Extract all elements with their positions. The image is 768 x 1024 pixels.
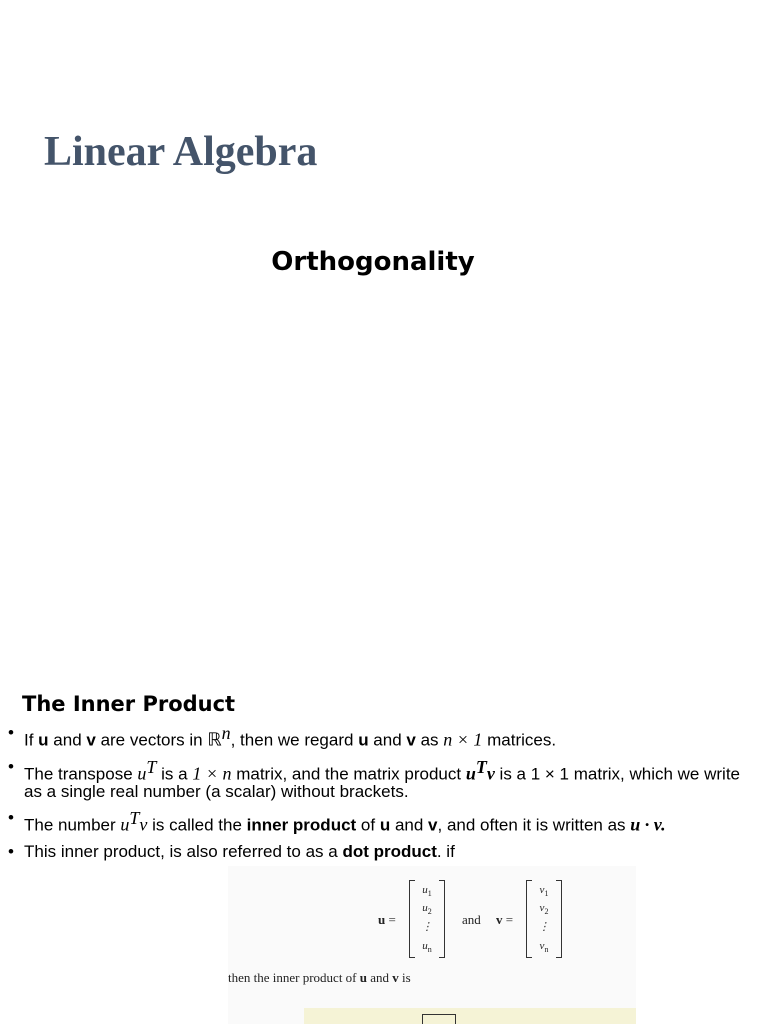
u-label: u = [378, 912, 396, 927]
v-column-vector [526, 880, 562, 958]
u-element: $u_2$ [422, 902, 432, 917]
section-heading: The Inner Product [22, 692, 236, 716]
and-word: and [462, 912, 481, 927]
u-element: $u_1$ [422, 884, 432, 899]
slide-subtitle: Orthogonality [271, 247, 475, 277]
slide-title: Linear Algebra [44, 129, 318, 175]
highlighted-equation-box [304, 1008, 636, 1024]
partial-matrix-bracket [422, 1014, 456, 1024]
u-element: $u_n$ [422, 940, 432, 955]
bullet-dot-product: • This inner product, is also referred to as a dot product. if [0, 843, 768, 861]
v-label: v = [496, 912, 514, 927]
v-element: $v_2$ [539, 902, 549, 917]
v-element: $v_n$ [539, 940, 549, 955]
bullet-list [0, 724, 768, 869]
u-column-vector [409, 880, 445, 958]
u-element: ⋮ [421, 921, 433, 933]
bullet-transpose: • The transpose $u^T$ is a 1 × n matrix, and the matrix product $u^Tv$ is a 1 × 1 matrix, which we write as a single real number (a scalar) without brackets. [0, 758, 768, 802]
scanned-equation-image [228, 866, 636, 1024]
bullet-inner-product: • The number $u^Tv$ is called the inner product of u and v, and often it is written as u · v. [0, 809, 768, 835]
vector-definitions [228, 874, 636, 958]
bullet-vectors: • If u and v are vectors in ℝ$^n$, then we regard u and v as n × 1 matrices. [0, 724, 768, 750]
then-inner-product-text: then the inner product of u and v is [228, 970, 411, 985]
v-element: ⋮ [538, 921, 550, 933]
v-element: $v_1$ [539, 884, 549, 899]
